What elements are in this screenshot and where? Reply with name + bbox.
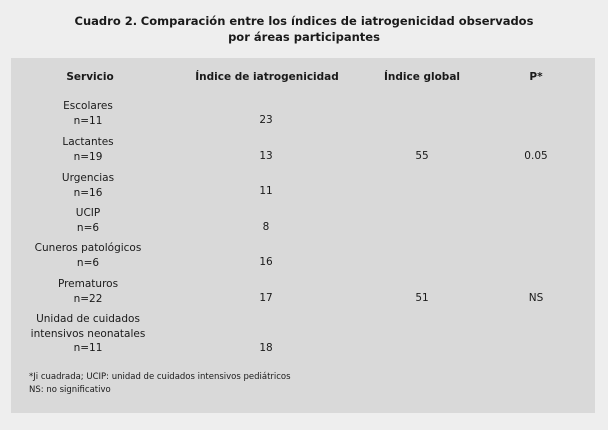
service-name-line-2: intensivos neonatales: [30, 327, 146, 340]
service-name: Prematuros: [57, 278, 119, 290]
table-row: [58, 277, 118, 306]
service-n: n=6: [76, 256, 100, 269]
title-label: Cuadro 2.: [74, 14, 138, 28]
table-title: [0, 13, 608, 45]
footnote-2: NS: no significativo: [29, 385, 111, 395]
header-servicio: Servicio: [66, 71, 114, 83]
p-value: NS: [528, 292, 544, 304]
table-row: [63, 99, 113, 128]
title-text-2: por áreas participantes: [228, 30, 380, 44]
global-index-value: 55: [415, 150, 429, 162]
service-name: Urgencias: [61, 172, 115, 184]
global-index-value: 51: [415, 292, 429, 304]
header-indice-global: Índice global: [383, 71, 461, 83]
index-value: 18: [259, 342, 273, 354]
service-n: n=22: [73, 292, 103, 305]
index-value: 23: [259, 114, 273, 126]
table-row: [35, 241, 142, 270]
index-value: 8: [262, 221, 270, 233]
table-row: [76, 206, 100, 235]
table-panel: [11, 58, 595, 413]
service-name: Lactantes: [62, 136, 114, 148]
index-value: 16: [259, 256, 273, 268]
service-n: n=11: [73, 114, 103, 127]
footnotes: [29, 371, 291, 397]
footnote-1: *Ji cuadrada; UCIP: unidad de cuidados intensivos pediátricos: [29, 372, 291, 382]
header-p: P*: [529, 71, 543, 83]
service-name-line-1: Unidad de cuidados: [36, 313, 140, 325]
service-n: n=16: [73, 186, 103, 199]
service-n: n=11: [73, 342, 103, 354]
title-line-1: [0, 13, 608, 29]
index-value: 11: [259, 185, 273, 197]
table-row: [31, 312, 146, 356]
index-value: 17: [259, 292, 273, 304]
service-n: n=19: [73, 150, 103, 163]
table-row: [62, 135, 113, 164]
service-n: n=6: [76, 221, 100, 234]
service-name: UCIP: [75, 207, 101, 219]
table-row: [62, 171, 114, 200]
service-name: Escolares: [63, 100, 113, 112]
p-value: 0.05: [524, 150, 548, 162]
title-text-1: Comparación entre los índices de iatrogenicidad observados: [140, 14, 534, 28]
service-name: Cuneros patológicos: [34, 242, 142, 254]
header-indice: Índice de iatrogenicidad: [195, 71, 339, 83]
index-value: 13: [259, 150, 273, 162]
